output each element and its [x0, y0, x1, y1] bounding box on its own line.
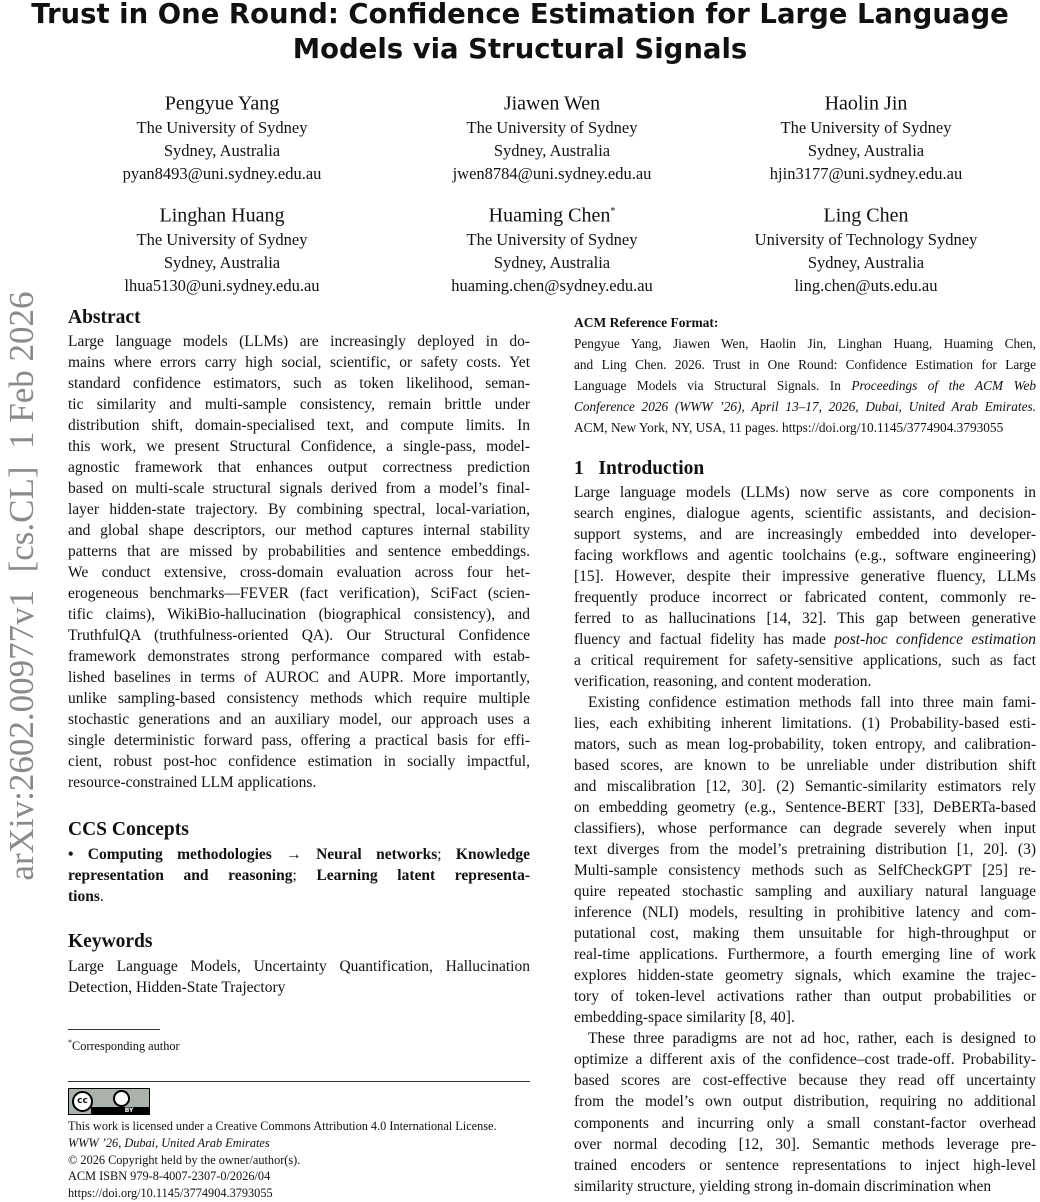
- ccs-text: [68, 844, 530, 907]
- text-line: embedding-space similarity [8, 40].: [574, 1009, 795, 1027]
- introduction-section: [574, 458, 1036, 1197]
- section-heading: CCS Concepts: [68, 819, 189, 840]
- text-line: agnostic framework that enhances output correctness prediction: [68, 459, 530, 477]
- text-segment: Language Models via Structural Signals. In: [574, 378, 852, 393]
- text-line: [68, 1135, 530, 1152]
- text-line: inference (NLI) models, resulting in prohibitive latency and com-: [574, 904, 1036, 922]
- author-name-text: Huaming Chen: [488, 204, 611, 227]
- author-name: [706, 88, 1026, 116]
- author-block: [62, 88, 382, 185]
- author-affiliation: University of Technology Sydney: [754, 229, 978, 249]
- keywords-section: [68, 931, 530, 998]
- text-line: search engines, dialogue agents, scientific assistants, and decision-: [574, 505, 1036, 523]
- text-line: Large Language Models, Uncertainty Quantification, Hallucination: [68, 958, 530, 976]
- section-heading: Abstract: [68, 307, 141, 328]
- author-name-text: Jiawen Wen: [503, 92, 601, 115]
- text-line: [15]. However, despite their impressive generative fluency, LLMs: [574, 568, 1036, 586]
- author-email[interactable]: jwen8784@uni.sydney.edu.au: [452, 163, 652, 183]
- text-segment: fluency and factual fidelity has made: [574, 631, 835, 649]
- text-line: and miscalibration [12, 30]. (2) Semantic-similarity estimators rely: [574, 778, 1036, 796]
- text-line: based scores, are known to be unreliable under distribution shift: [574, 757, 1036, 775]
- acm-reference-heading: ACM Reference Format:: [574, 315, 719, 330]
- text-line: cient, robust post-hoc confidence estimation in socially impactful,: [68, 753, 530, 771]
- text-segment: Proceedings of the ACM Web: [851, 378, 1036, 393]
- keywords-text: [68, 956, 530, 998]
- text-line: Large language models (LLMs) now serve as core components in: [574, 484, 1036, 502]
- text-segment: Corresponding author: [72, 1039, 180, 1054]
- text-line: ACM ISBN 979-8-4007-2307-0/2026/04: [68, 1169, 271, 1184]
- section-heading: 1 Introduction: [574, 458, 705, 479]
- author-name: [706, 200, 1026, 228]
- text-line: based on multi-scale structural signals derived from a model’s final-: [68, 480, 530, 498]
- author-name: [62, 88, 382, 116]
- text-line: standard confidence estimators, such as token likelihood, seman-: [68, 375, 530, 393]
- author-affiliation: The University of Sydney: [780, 117, 952, 137]
- abstract-text: [68, 331, 530, 793]
- text-line: [68, 886, 530, 907]
- acm-reference-text: [574, 333, 1036, 438]
- cc-icon: cc: [72, 1091, 93, 1112]
- text-line: optimize a different axis of the confidence–cost trade-off. Probability-: [574, 1051, 1036, 1069]
- text-segment: • Computing methodologies → Neural networks: [68, 846, 438, 864]
- text-line: We conduct extensive, cross-domain evaluation across four het-: [68, 564, 530, 582]
- paper-title: [0, 0, 1040, 67]
- arxiv-identifier: arXiv:2602.00977v1 [cs.CL] 1 Feb 2026: [2, 291, 41, 881]
- text-segment: ;: [292, 867, 317, 885]
- author-affiliation: The University of Sydney: [136, 117, 308, 137]
- author-affiliation: The University of Sydney: [136, 229, 308, 249]
- author-location: Sydney, Australia: [807, 140, 925, 160]
- author-name-text: Ling Chen: [823, 204, 909, 227]
- license-rule: [68, 1081, 530, 1082]
- text-line: lished baselines in terms of AUROC and AUPR. More importantly,: [68, 669, 530, 687]
- author-email[interactable]: pyan8493@uni.sydney.edu.au: [122, 163, 322, 183]
- text-line: facing workflows and agentic toolchains (e.g., software engineering): [574, 547, 1036, 565]
- text-segment: post-hoc confidence estimation: [834, 631, 1037, 649]
- footnote-rule: [68, 1029, 160, 1030]
- text-line: putational cost, making them unsuitable for high-throughput or: [574, 925, 1036, 943]
- text-line: tory of token-level activations rather than output probabilities or: [574, 988, 1036, 1006]
- text-line: components and incurring only a small constant-factor overhead: [574, 1114, 1036, 1132]
- text-line: © 2026 Copyright held by the owner/author(s).: [68, 1152, 301, 1167]
- text-line: layer hidden-state trajectory. By combining spectral, local-variation,: [68, 501, 530, 519]
- author-affiliation: The University of Sydney: [466, 229, 638, 249]
- text-segment: *: [68, 1038, 72, 1047]
- text-line: explores hidden-state geometry signals, which examine the trajec-: [574, 967, 1036, 985]
- text-line: text diverges from the model’s pretraining distribution [1, 20]. (3): [574, 841, 1036, 859]
- author-block: [392, 200, 712, 297]
- introduction-text: [574, 482, 1036, 1197]
- author-block: [706, 200, 1026, 297]
- section-heading: Keywords: [68, 931, 153, 952]
- author-email[interactable]: ling.chen@uts.edu.au: [794, 275, 938, 295]
- footnote: [68, 1035, 530, 1052]
- ccs-section: [68, 819, 530, 907]
- author-location: Sydney, Australia: [807, 252, 925, 272]
- author-email[interactable]: huaming.chen@sydney.edu.au: [451, 275, 653, 295]
- text-line: and Ling Chen. 2026. Trust in One Round: Confidence Estimation for Large: [574, 357, 1036, 372]
- text-line: single deterministic forward pass, offering a practical basis for effi-: [68, 732, 530, 750]
- text-line: over normal decoding [12, 30]. Semantic methods leverage pre-: [574, 1135, 1036, 1153]
- text-line: frequently produce incorrect or fabricated content, commonly re-: [574, 589, 1036, 607]
- text-line: [68, 1035, 530, 1052]
- text-line: from the model’s own output distribution, requiring no additional: [574, 1093, 1036, 1111]
- text-line: This work is licensed under a Creative Commons Attribution 4.0 International License.: [68, 1119, 497, 1133]
- author-location: Sydney, Australia: [493, 252, 611, 272]
- author-name-text: Haolin Jin: [824, 92, 908, 115]
- author-block: [62, 200, 382, 297]
- text-line: stochastic generations and an auxiliary model, our approach uses a: [68, 711, 530, 729]
- text-line: support systems, and are increasingly embedded into developer-: [574, 526, 1036, 544]
- text-line: patterns that are missed by probabilities and sentence embeddings.: [68, 543, 530, 561]
- text-line: mators, such as mean log-probability, token entropy, and calibration-: [574, 736, 1036, 754]
- text-line: a critical requirement for safety-sensitive applications, such as fact: [574, 652, 1036, 670]
- text-line: erogeneous benchmarks—FEVER (fact verification), SciFact (scien-: [68, 585, 530, 603]
- text-segment: Conference 2026 (WWW ’26), April 13–17, 2026, Dubai, United Arab Emirates.: [574, 399, 1036, 414]
- author-name: [392, 200, 712, 228]
- text-segment: ;: [437, 846, 456, 864]
- text-segment: Knowledge: [455, 846, 530, 864]
- text-segment: representation and reasoning: [68, 867, 293, 885]
- text-line: based scores are cost-effective because they read off uncertainty: [574, 1072, 1036, 1090]
- author-name: [392, 88, 712, 116]
- text-line: These three paradigms are not ad hoc, rather, each is designed to: [588, 1030, 1036, 1048]
- text-line: tific claims), WikiBio-hallucination (biographical consistency), and: [68, 606, 530, 624]
- text-line: [574, 629, 1036, 650]
- text-line: framework demonstrates strong performance compared with estab-: [68, 648, 530, 666]
- author-name-text: Linghan Huang: [159, 204, 285, 227]
- author-block: [392, 88, 712, 185]
- text-line: https://doi.org/10.1145/3774904.3793055: [68, 1186, 273, 1201]
- corresponding-mark: *: [610, 206, 616, 217]
- text-segment: Learning latent representa-: [316, 867, 530, 885]
- author-location: Sydney, Australia: [163, 140, 281, 160]
- author-name: [62, 200, 382, 228]
- text-line: Pengyue Yang, Jiawen Wen, Haolin Jin, Linghan Huang, Huaming Chen,: [574, 336, 1036, 351]
- text-line: trained encoders or sentence representations to inject high-level: [574, 1156, 1036, 1174]
- license-text: [68, 1118, 530, 1202]
- by-label: BY: [91, 1107, 149, 1114]
- author-location: Sydney, Australia: [493, 140, 611, 160]
- text-line: [68, 865, 530, 886]
- text-line: tic similarity and multi-sample consistency, remain brittle under: [68, 396, 530, 414]
- text-line: quire repeated stochastic sampling and auxiliary natural language: [574, 883, 1036, 901]
- text-line: real-time applications. Furthermore, a fourth emerging line of work: [574, 946, 1036, 964]
- text-line: distribution shift, domain-specialised text, and compute limits. In: [68, 417, 530, 435]
- text-line: unlike sampling-based consistency methods which require multiple: [68, 690, 530, 708]
- acm-reference-format: [574, 312, 1036, 438]
- text-line: similarity structure, yielding strong in-domain discrimination when: [574, 1177, 992, 1195]
- text-line: ferred to as hallucinations [14, 32]. This gap between generative: [574, 610, 1036, 628]
- text-line: and global shape descriptors, our method captures internal stability: [68, 522, 530, 540]
- text-segment: tions: [68, 888, 100, 906]
- author-email[interactable]: hjin3177@uni.sydney.edu.au: [769, 163, 963, 183]
- text-line: ACM, New York, NY, USA, 11 pages. https://doi.org/10.1145/3774904.3793055: [574, 420, 1004, 435]
- author-email[interactable]: lhua5130@uni.sydney.edu.au: [124, 275, 320, 295]
- text-line: classifiers), whose performance can degrade severely when input: [574, 820, 1036, 838]
- text-line: mains where errors carry high social, scientific, or safety costs. Yet: [68, 354, 530, 372]
- author-affiliation: The University of Sydney: [466, 117, 638, 137]
- title-line: Trust in One Round: Confidence Estimation for Large Language: [31, 0, 1009, 30]
- title-line: Models via Structural Signals: [292, 33, 748, 65]
- cc-by-badge[interactable]: [68, 1088, 150, 1115]
- text-line: [68, 844, 530, 865]
- text-line: Large language models (LLMs) are increasingly deployed in do-: [68, 333, 530, 351]
- text-line: lies, each exhibiting inherent limitations. (1) Probability-based esti-: [574, 715, 1036, 733]
- text-line: resource-constrained LLM applications.: [68, 774, 317, 792]
- text-line: [574, 375, 1036, 396]
- text-segment: .: [99, 888, 104, 906]
- author-name-text: Pengyue Yang: [164, 92, 280, 115]
- text-line: [574, 396, 1036, 417]
- text-line: Multi-sample consistency methods such as SelfCheckGPT [25] re-: [574, 862, 1036, 880]
- author-block: [706, 88, 1026, 185]
- text-line: this work, we present Structural Confidence, a single-pass, model-: [68, 438, 530, 456]
- author-location: Sydney, Australia: [163, 252, 281, 272]
- text-line: verification, reasoning, and content moderation.: [574, 673, 872, 691]
- attribution-icon: [113, 1090, 130, 1107]
- text-line: on embedding geometry (e.g., Sentence-BERT [33], DeBERTa-based: [574, 799, 1036, 817]
- text-line: Existing confidence estimation methods fall into three main fami-: [588, 694, 1036, 712]
- abstract-section: [68, 307, 530, 793]
- text-line: Detection, Hidden-State Trajectory: [68, 979, 286, 997]
- text-segment: WWW ’26, Dubai, United Arab Emirates: [68, 1135, 270, 1150]
- text-line: TruthfulQA (truthfulness-oriented QA). Our Structural Confidence: [68, 627, 530, 645]
